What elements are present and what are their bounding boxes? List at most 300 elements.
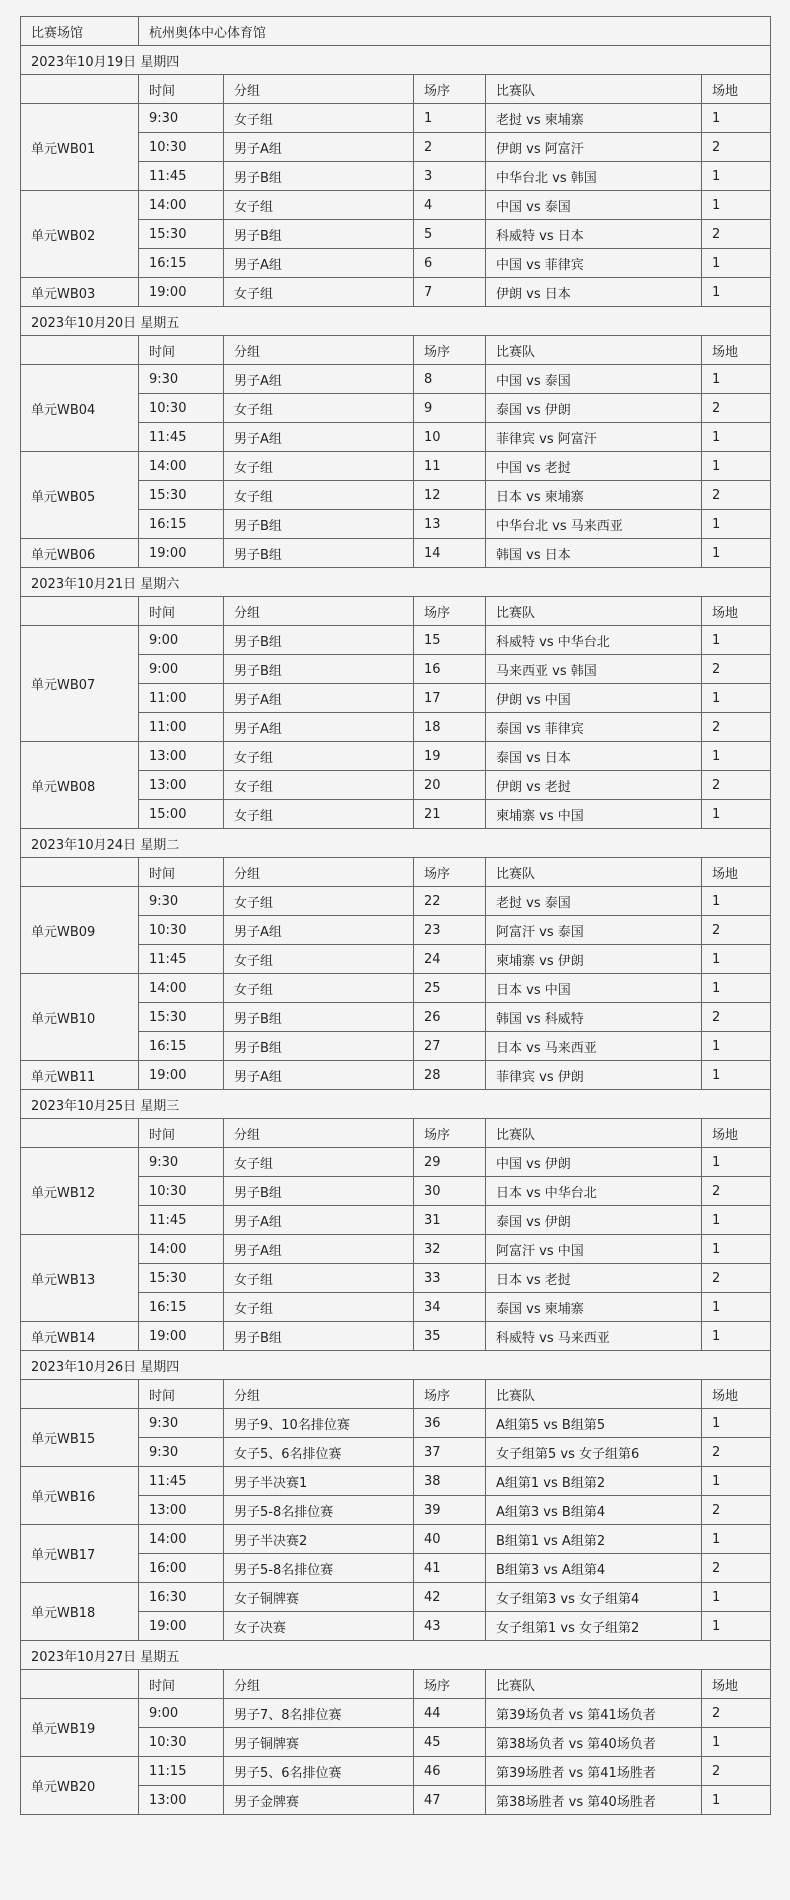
court-cell: 2 — [702, 1757, 771, 1786]
court-cell: 2 — [702, 394, 771, 423]
group-cell: 男子5-8名排位赛 — [224, 1554, 414, 1583]
teams-cell: 泰国 vs 菲律宾 — [486, 713, 702, 742]
group-cell: 男子B组 — [224, 626, 414, 655]
group-cell: 女子组 — [224, 974, 414, 1003]
date-heading: 2023年10月25日 星期三 — [21, 1090, 771, 1119]
teams-cell: B组第3 vs A组第4 — [486, 1554, 702, 1583]
header-order: 场序 — [414, 1380, 486, 1409]
header-group: 分组 — [224, 1119, 414, 1148]
teams-cell: A组第3 vs B组第4 — [486, 1496, 702, 1525]
match-row — [21, 1061, 771, 1090]
teams-cell: B组第1 vs A组第2 — [486, 1525, 702, 1554]
header-order: 场序 — [414, 858, 486, 887]
column-header-row — [21, 597, 771, 626]
court-cell: 1 — [702, 742, 771, 771]
date-row — [21, 1351, 771, 1380]
group-cell: 男子B组 — [224, 1032, 414, 1061]
header-order: 场序 — [414, 1670, 486, 1699]
court-cell: 1 — [702, 1148, 771, 1177]
teams-cell: 第39场负者 vs 第41场负者 — [486, 1699, 702, 1728]
group-cell: 女子组 — [224, 1264, 414, 1293]
teams-cell: 泰国 vs 伊朗 — [486, 394, 702, 423]
date-heading: 2023年10月21日 星期六 — [21, 568, 771, 597]
match-row — [21, 626, 771, 655]
teams-cell: 老挝 vs 泰国 — [486, 887, 702, 916]
teams-cell: 中华台北 vs 马来西亚 — [486, 510, 702, 539]
header-teams: 比赛队 — [486, 1119, 702, 1148]
order-cell: 21 — [414, 800, 486, 829]
unit-cell: 单元WB20 — [21, 1757, 139, 1815]
teams-cell: 日本 vs 中国 — [486, 974, 702, 1003]
time-cell: 15:30 — [139, 1003, 224, 1032]
teams-cell: 阿富汗 vs 中国 — [486, 1235, 702, 1264]
header-teams: 比赛队 — [486, 1670, 702, 1699]
teams-cell: 马来西亚 vs 韩国 — [486, 655, 702, 684]
court-cell: 2 — [702, 1496, 771, 1525]
header-blank — [21, 336, 139, 365]
court-cell: 2 — [702, 771, 771, 800]
column-header-row — [21, 858, 771, 887]
schedule-table — [20, 16, 771, 1815]
order-cell: 37 — [414, 1438, 486, 1467]
unit-cell: 单元WB11 — [21, 1061, 139, 1090]
header-time: 时间 — [139, 597, 224, 626]
time-cell: 9:00 — [139, 655, 224, 684]
order-cell: 39 — [414, 1496, 486, 1525]
order-cell: 30 — [414, 1177, 486, 1206]
unit-cell: 单元WB07 — [21, 626, 139, 742]
order-cell: 5 — [414, 220, 486, 249]
date-row — [21, 568, 771, 597]
header-court: 场地 — [702, 1119, 771, 1148]
header-blank — [21, 1119, 139, 1148]
schedule-body — [21, 17, 771, 1815]
group-cell: 女子决赛 — [224, 1612, 414, 1641]
header-court: 场地 — [702, 597, 771, 626]
header-time: 时间 — [139, 1670, 224, 1699]
court-cell: 1 — [702, 1322, 771, 1351]
header-court: 场地 — [702, 336, 771, 365]
unit-cell: 单元WB10 — [21, 974, 139, 1061]
court-cell: 1 — [702, 162, 771, 191]
header-court: 场地 — [702, 75, 771, 104]
header-blank — [21, 1380, 139, 1409]
group-cell: 女子组 — [224, 771, 414, 800]
teams-cell: 伊朗 vs 老挝 — [486, 771, 702, 800]
date-heading: 2023年10月20日 星期五 — [21, 307, 771, 336]
order-cell: 38 — [414, 1467, 486, 1496]
match-row — [21, 974, 771, 1003]
order-cell: 2 — [414, 133, 486, 162]
court-cell: 1 — [702, 1612, 771, 1641]
teams-cell: 韩国 vs 日本 — [486, 539, 702, 568]
match-row — [21, 191, 771, 220]
teams-cell: 菲律宾 vs 阿富汗 — [486, 423, 702, 452]
group-cell: 男子A组 — [224, 684, 414, 713]
unit-cell: 单元WB19 — [21, 1699, 139, 1757]
header-group: 分组 — [224, 1380, 414, 1409]
teams-cell: 日本 vs 老挝 — [486, 1264, 702, 1293]
time-cell: 14:00 — [139, 974, 224, 1003]
group-cell: 男子A组 — [224, 423, 414, 452]
group-cell: 男子半决赛2 — [224, 1525, 414, 1554]
order-cell: 28 — [414, 1061, 486, 1090]
group-cell: 女子组 — [224, 452, 414, 481]
order-cell: 16 — [414, 655, 486, 684]
date-heading: 2023年10月26日 星期四 — [21, 1351, 771, 1380]
time-cell: 9:00 — [139, 626, 224, 655]
order-cell: 9 — [414, 394, 486, 423]
court-cell: 2 — [702, 1177, 771, 1206]
time-cell: 13:00 — [139, 1496, 224, 1525]
order-cell: 32 — [414, 1235, 486, 1264]
header-time: 时间 — [139, 1380, 224, 1409]
time-cell: 16:30 — [139, 1583, 224, 1612]
header-teams: 比赛队 — [486, 858, 702, 887]
time-cell: 13:00 — [139, 1786, 224, 1815]
time-cell: 14:00 — [139, 1235, 224, 1264]
teams-cell: A组第5 vs B组第5 — [486, 1409, 702, 1438]
match-row — [21, 887, 771, 916]
group-cell: 男子B组 — [224, 539, 414, 568]
time-cell: 9:30 — [139, 365, 224, 394]
court-cell: 1 — [702, 1583, 771, 1612]
match-row — [21, 1409, 771, 1438]
header-time: 时间 — [139, 858, 224, 887]
unit-cell: 单元WB17 — [21, 1525, 139, 1583]
teams-cell: 柬埔寨 vs 伊朗 — [486, 945, 702, 974]
date-row — [21, 307, 771, 336]
time-cell: 10:30 — [139, 1177, 224, 1206]
header-teams: 比赛队 — [486, 336, 702, 365]
order-cell: 29 — [414, 1148, 486, 1177]
date-heading: 2023年10月19日 星期四 — [21, 46, 771, 75]
unit-cell: 单元WB14 — [21, 1322, 139, 1351]
unit-cell: 单元WB06 — [21, 539, 139, 568]
teams-cell: 伊朗 vs 中国 — [486, 684, 702, 713]
group-cell: 女子组 — [224, 104, 414, 133]
court-cell: 1 — [702, 1235, 771, 1264]
order-cell: 8 — [414, 365, 486, 394]
match-row — [21, 1322, 771, 1351]
time-cell: 11:45 — [139, 1206, 224, 1235]
court-cell: 1 — [702, 1206, 771, 1235]
court-cell: 2 — [702, 481, 771, 510]
match-row — [21, 1235, 771, 1264]
order-cell: 22 — [414, 887, 486, 916]
match-row — [21, 104, 771, 133]
order-cell: 44 — [414, 1699, 486, 1728]
group-cell: 女子组 — [224, 394, 414, 423]
court-cell: 1 — [702, 800, 771, 829]
court-cell: 2 — [702, 916, 771, 945]
time-cell: 14:00 — [139, 1525, 224, 1554]
teams-cell: 泰国 vs 柬埔寨 — [486, 1293, 702, 1322]
court-cell: 2 — [702, 1003, 771, 1032]
court-cell: 1 — [702, 974, 771, 1003]
venue-label: 比赛场馆 — [21, 17, 139, 46]
group-cell: 女子组 — [224, 481, 414, 510]
court-cell: 1 — [702, 1525, 771, 1554]
teams-cell: 科威特 vs 日本 — [486, 220, 702, 249]
order-cell: 36 — [414, 1409, 486, 1438]
time-cell: 11:45 — [139, 423, 224, 452]
order-cell: 15 — [414, 626, 486, 655]
time-cell: 14:00 — [139, 191, 224, 220]
match-row — [21, 1699, 771, 1728]
teams-cell: 第38场负者 vs 第40场负者 — [486, 1728, 702, 1757]
header-order: 场序 — [414, 1119, 486, 1148]
teams-cell: 伊朗 vs 日本 — [486, 278, 702, 307]
group-cell: 男子5-8名排位赛 — [224, 1496, 414, 1525]
court-cell: 1 — [702, 684, 771, 713]
time-cell: 19:00 — [139, 278, 224, 307]
group-cell: 女子组 — [224, 191, 414, 220]
court-cell: 1 — [702, 1467, 771, 1496]
court-cell: 2 — [702, 655, 771, 684]
teams-cell: 伊朗 vs 阿富汗 — [486, 133, 702, 162]
court-cell: 2 — [702, 220, 771, 249]
header-court: 场地 — [702, 1670, 771, 1699]
group-cell: 男子A组 — [224, 1061, 414, 1090]
court-cell: 1 — [702, 887, 771, 916]
unit-cell: 单元WB05 — [21, 452, 139, 539]
group-cell: 男子5、6名排位赛 — [224, 1757, 414, 1786]
time-cell: 19:00 — [139, 539, 224, 568]
court-cell: 1 — [702, 1728, 771, 1757]
court-cell: 1 — [702, 452, 771, 481]
court-cell: 1 — [702, 1061, 771, 1090]
unit-cell: 单元WB16 — [21, 1467, 139, 1525]
header-order: 场序 — [414, 75, 486, 104]
court-cell: 2 — [702, 1264, 771, 1293]
order-cell: 47 — [414, 1786, 486, 1815]
teams-cell: 女子组第3 vs 女子组第4 — [486, 1583, 702, 1612]
order-cell: 20 — [414, 771, 486, 800]
time-cell: 14:00 — [139, 452, 224, 481]
group-cell: 男子A组 — [224, 1206, 414, 1235]
teams-cell: 日本 vs 马来西亚 — [486, 1032, 702, 1061]
date-heading: 2023年10月27日 星期五 — [21, 1641, 771, 1670]
match-row — [21, 1525, 771, 1554]
time-cell: 13:00 — [139, 771, 224, 800]
group-cell: 男子铜牌赛 — [224, 1728, 414, 1757]
unit-cell: 单元WB02 — [21, 191, 139, 278]
teams-cell: 菲律宾 vs 伊朗 — [486, 1061, 702, 1090]
order-cell: 24 — [414, 945, 486, 974]
group-cell: 男子B组 — [224, 162, 414, 191]
order-cell: 33 — [414, 1264, 486, 1293]
time-cell: 9:30 — [139, 1409, 224, 1438]
time-cell: 11:00 — [139, 713, 224, 742]
group-cell: 男子A组 — [224, 1235, 414, 1264]
teams-cell: 韩国 vs 科威特 — [486, 1003, 702, 1032]
teams-cell: A组第1 vs B组第2 — [486, 1467, 702, 1496]
match-row — [21, 1148, 771, 1177]
group-cell: 女子组 — [224, 800, 414, 829]
group-cell: 男子B组 — [224, 1177, 414, 1206]
group-cell: 女子铜牌赛 — [224, 1583, 414, 1612]
teams-cell: 女子组第1 vs 女子组第2 — [486, 1612, 702, 1641]
court-cell: 1 — [702, 1032, 771, 1061]
unit-cell: 单元WB08 — [21, 742, 139, 829]
header-blank — [21, 858, 139, 887]
order-cell: 19 — [414, 742, 486, 771]
header-time: 时间 — [139, 75, 224, 104]
group-cell: 男子金牌赛 — [224, 1786, 414, 1815]
teams-cell: 第38场胜者 vs 第40场胜者 — [486, 1786, 702, 1815]
unit-cell: 单元WB15 — [21, 1409, 139, 1467]
court-cell: 1 — [702, 423, 771, 452]
time-cell: 16:15 — [139, 249, 224, 278]
court-cell: 1 — [702, 104, 771, 133]
time-cell: 19:00 — [139, 1322, 224, 1351]
venue-value: 杭州奥体中心体育馆 — [139, 17, 771, 46]
header-group: 分组 — [224, 75, 414, 104]
header-blank — [21, 75, 139, 104]
date-row — [21, 1641, 771, 1670]
group-cell: 女子组 — [224, 742, 414, 771]
order-cell: 31 — [414, 1206, 486, 1235]
court-cell: 1 — [702, 249, 771, 278]
date-row — [21, 1090, 771, 1119]
order-cell: 12 — [414, 481, 486, 510]
match-row — [21, 539, 771, 568]
time-cell: 9:30 — [139, 1148, 224, 1177]
time-cell: 9:30 — [139, 887, 224, 916]
header-order: 场序 — [414, 336, 486, 365]
unit-cell: 单元WB09 — [21, 887, 139, 974]
unit-cell: 单元WB03 — [21, 278, 139, 307]
order-cell: 41 — [414, 1554, 486, 1583]
order-cell: 45 — [414, 1728, 486, 1757]
header-teams: 比赛队 — [486, 1380, 702, 1409]
teams-cell: 中华台北 vs 韩国 — [486, 162, 702, 191]
time-cell: 11:15 — [139, 1757, 224, 1786]
header-group: 分组 — [224, 1670, 414, 1699]
court-cell: 2 — [702, 133, 771, 162]
time-cell: 10:30 — [139, 916, 224, 945]
order-cell: 34 — [414, 1293, 486, 1322]
group-cell: 男子A组 — [224, 365, 414, 394]
order-cell: 7 — [414, 278, 486, 307]
order-cell: 18 — [414, 713, 486, 742]
match-row — [21, 1757, 771, 1786]
match-row — [21, 742, 771, 771]
order-cell: 10 — [414, 423, 486, 452]
date-row — [21, 829, 771, 858]
time-cell: 10:30 — [139, 133, 224, 162]
unit-cell: 单元WB01 — [21, 104, 139, 191]
time-cell: 9:30 — [139, 104, 224, 133]
teams-cell: 泰国 vs 伊朗 — [486, 1206, 702, 1235]
order-cell: 11 — [414, 452, 486, 481]
order-cell: 27 — [414, 1032, 486, 1061]
order-cell: 35 — [414, 1322, 486, 1351]
court-cell: 1 — [702, 1409, 771, 1438]
order-cell: 40 — [414, 1525, 486, 1554]
time-cell: 16:15 — [139, 510, 224, 539]
time-cell: 11:00 — [139, 684, 224, 713]
court-cell: 2 — [702, 713, 771, 742]
time-cell: 11:45 — [139, 945, 224, 974]
group-cell: 女子5、6名排位赛 — [224, 1438, 414, 1467]
order-cell: 23 — [414, 916, 486, 945]
column-header-row — [21, 1670, 771, 1699]
teams-cell: 日本 vs 柬埔寨 — [486, 481, 702, 510]
court-cell: 1 — [702, 510, 771, 539]
time-cell: 11:45 — [139, 1467, 224, 1496]
order-cell: 13 — [414, 510, 486, 539]
group-cell: 男子B组 — [224, 1003, 414, 1032]
time-cell: 9:00 — [139, 1699, 224, 1728]
match-row — [21, 278, 771, 307]
header-teams: 比赛队 — [486, 597, 702, 626]
venue-row — [21, 17, 771, 46]
unit-cell: 单元WB18 — [21, 1583, 139, 1641]
group-cell: 女子组 — [224, 1293, 414, 1322]
teams-cell: 中国 vs 伊朗 — [486, 1148, 702, 1177]
teams-cell: 女子组第5 vs 女子组第6 — [486, 1438, 702, 1467]
teams-cell: 日本 vs 中华台北 — [486, 1177, 702, 1206]
teams-cell: 中国 vs 老挝 — [486, 452, 702, 481]
column-header-row — [21, 75, 771, 104]
match-row — [21, 365, 771, 394]
time-cell: 15:30 — [139, 481, 224, 510]
column-header-row — [21, 1380, 771, 1409]
court-cell: 1 — [702, 1786, 771, 1815]
court-cell: 1 — [702, 626, 771, 655]
time-cell: 10:30 — [139, 394, 224, 423]
header-group: 分组 — [224, 597, 414, 626]
group-cell: 女子组 — [224, 278, 414, 307]
order-cell: 6 — [414, 249, 486, 278]
match-row — [21, 1583, 771, 1612]
teams-cell: 泰国 vs 日本 — [486, 742, 702, 771]
column-header-row — [21, 336, 771, 365]
order-cell: 1 — [414, 104, 486, 133]
group-cell: 男子A组 — [224, 916, 414, 945]
time-cell: 16:00 — [139, 1554, 224, 1583]
time-cell: 15:30 — [139, 220, 224, 249]
teams-cell: 老挝 vs 柬埔寨 — [486, 104, 702, 133]
column-header-row — [21, 1119, 771, 1148]
time-cell: 9:30 — [139, 1438, 224, 1467]
teams-cell: 中国 vs 泰国 — [486, 191, 702, 220]
date-heading: 2023年10月24日 星期二 — [21, 829, 771, 858]
order-cell: 3 — [414, 162, 486, 191]
teams-cell: 中国 vs 菲律宾 — [486, 249, 702, 278]
teams-cell: 阿富汗 vs 泰国 — [486, 916, 702, 945]
group-cell: 男子B组 — [224, 220, 414, 249]
order-cell: 4 — [414, 191, 486, 220]
date-row — [21, 46, 771, 75]
group-cell: 男子9、10名排位赛 — [224, 1409, 414, 1438]
order-cell: 26 — [414, 1003, 486, 1032]
group-cell: 男子A组 — [224, 133, 414, 162]
group-cell: 女子组 — [224, 1148, 414, 1177]
time-cell: 11:45 — [139, 162, 224, 191]
group-cell: 男子半决赛1 — [224, 1467, 414, 1496]
teams-cell: 科威特 vs 马来西亚 — [486, 1322, 702, 1351]
court-cell: 1 — [702, 365, 771, 394]
header-order: 场序 — [414, 597, 486, 626]
court-cell: 1 — [702, 945, 771, 974]
court-cell: 2 — [702, 1699, 771, 1728]
order-cell: 25 — [414, 974, 486, 1003]
header-group: 分组 — [224, 336, 414, 365]
group-cell: 男子B组 — [224, 1322, 414, 1351]
